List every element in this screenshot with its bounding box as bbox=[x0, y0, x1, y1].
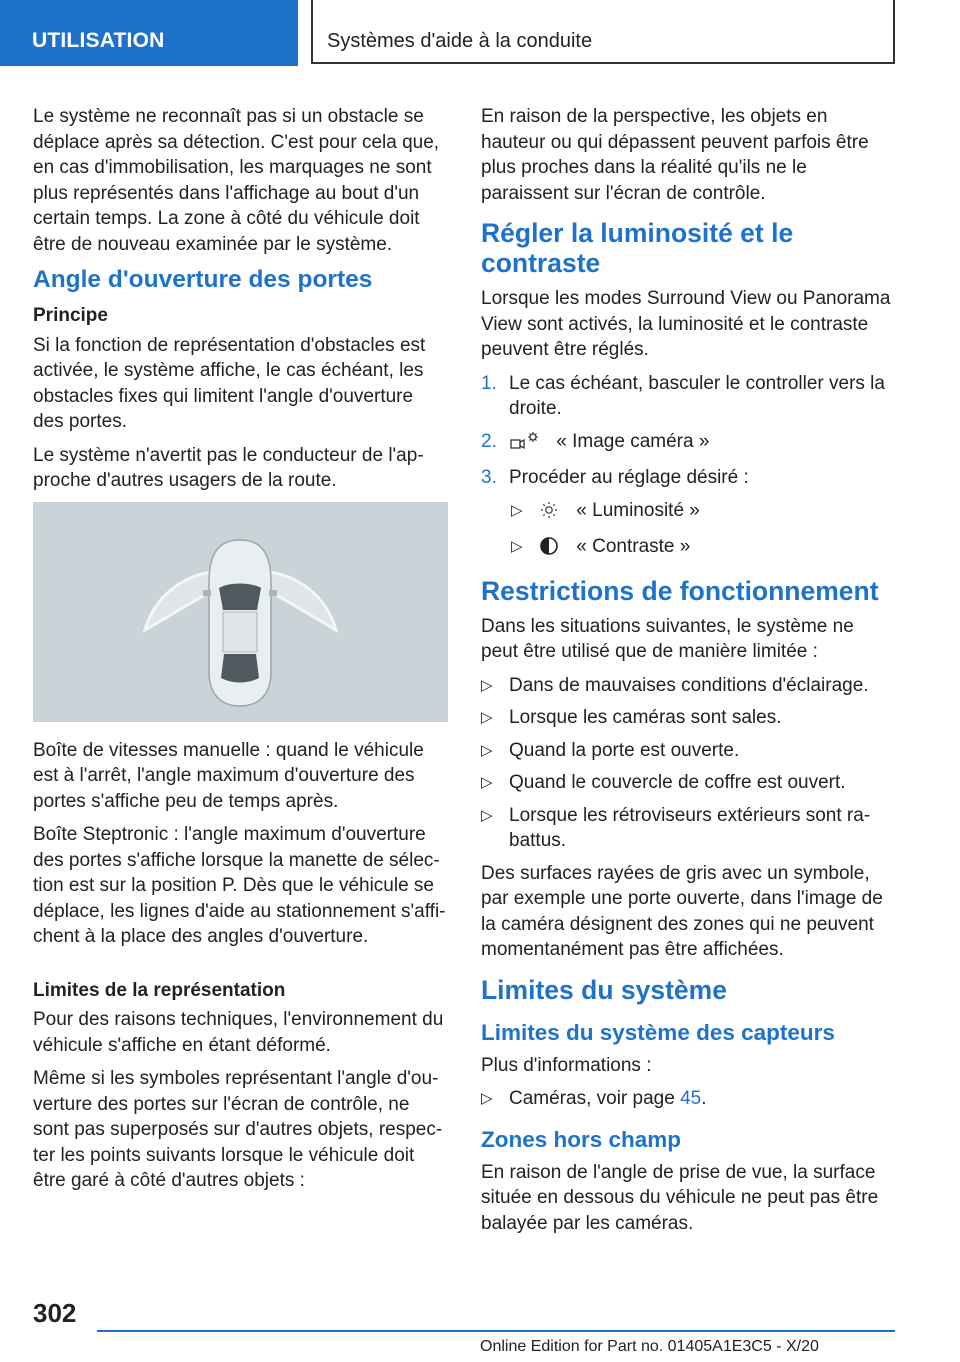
bullet-triangle-icon: ▷ bbox=[511, 538, 523, 555]
list-item bbox=[481, 803, 896, 854]
section-tab: UTILISATION bbox=[0, 0, 298, 66]
step-item bbox=[481, 465, 896, 491]
list-item bbox=[481, 705, 896, 731]
reference-end: . bbox=[701, 1088, 707, 1109]
option-text: « Luminosité » bbox=[576, 499, 700, 521]
page-header bbox=[0, 0, 960, 66]
list-item-text: Quand la porte est ouverte. bbox=[509, 739, 740, 761]
paragraph: En raison de l'angle de prise de vue, la surface située en dessous du véhicule ne peut pas être balayée par les caméras. bbox=[481, 1161, 879, 1234]
page-link[interactable]: 45 bbox=[680, 1088, 702, 1109]
list-item-text: Lorsque les rétroviseurs extérieurs sont rabattus. bbox=[509, 804, 871, 851]
paragraph: Des surfaces rayées de gris avec un symbole, par exemple une porte ouverte, dans l'image de la caméra désignent des zones qui ne peuvent momentanément pas être affichées. bbox=[481, 862, 883, 960]
restrictions-list bbox=[481, 673, 896, 854]
vehicle-door-angle-figure bbox=[33, 502, 448, 722]
paragraph: En raison de la perspective, les objets en hauteur ou qui dépassent peuvent parfois être plus proches dans la réalité qu'ils ne le paraissent sur l'écran de contrôle. bbox=[481, 106, 869, 204]
list-item-text: Quand le couvercle de coffre est ouvert. bbox=[509, 772, 846, 793]
list-item bbox=[481, 770, 896, 796]
step-text: Procéder au réglage désiré : bbox=[509, 467, 749, 488]
heading-sensor-limits: Limites du système des capteurs bbox=[481, 1019, 835, 1045]
heading-restrictions: Restrictions de fonctionnement bbox=[481, 575, 879, 606]
list-item bbox=[481, 738, 896, 764]
bullet-triangle-icon: ▷ bbox=[481, 741, 493, 759]
bullet-triangle-icon: ▷ bbox=[511, 501, 523, 519]
subheading-representation-limits: Limites de la représentation bbox=[33, 979, 286, 1001]
paragraph: Le système ne reconnaît pas si un obstacle se déplace après sa détection. C'est pour cela que, en cas d'immobilisation, les marquages ne sont plus représentés dans l'affichage au bout d'un certain temps. La zone à côté du véhicule doit être de nouveau examinée par le système. bbox=[33, 106, 440, 255]
paragraph: Dans les situations suivantes, le système ne peut être utilisé que de manière limitée : bbox=[481, 615, 854, 662]
brightness-icon bbox=[539, 500, 559, 528]
paragraph: Pour des raisons techniques, l'environnement du véhicule s'affiche en étant déformé. bbox=[33, 1009, 444, 1056]
chapter-title: Systèmes d'aide à la conduite bbox=[311, 0, 895, 64]
option-text: « Contraste » bbox=[576, 536, 691, 557]
car-top-view-illustration bbox=[33, 502, 448, 722]
bullet-triangle-icon: ▷ bbox=[481, 1090, 493, 1107]
paragraph: Si la fonction de représentation d'obstacles est activée, le système affiche, le cas échéant, les obstacles fixes qui limitent l'angle d'ouverture des portes. bbox=[33, 334, 426, 432]
bullet-triangle-icon: ▷ bbox=[481, 709, 493, 726]
bullet-triangle-icon: ▷ bbox=[481, 774, 493, 791]
sub-options-list bbox=[481, 498, 896, 564]
list-item bbox=[481, 673, 896, 699]
heading-system-limits: Limites du système bbox=[481, 974, 727, 1005]
camera-settings-icon bbox=[509, 431, 539, 459]
footer-divider bbox=[97, 1330, 895, 1332]
list-item bbox=[481, 498, 896, 528]
step-text: « Image caméra » bbox=[556, 430, 710, 452]
bullet-triangle-icon: ▷ bbox=[481, 676, 493, 694]
step-item bbox=[481, 371, 896, 422]
paragraph: Boîte de vitesses manuelle : quand le véhicule est à l'arrêt, l'angle maximum d'ouverture des portes s'affiche peu de temps après. bbox=[33, 739, 424, 812]
step-text: Le cas échéant, basculer le controller vers la droite. bbox=[509, 372, 885, 419]
heading-door-angle: Angle d'ouverture des portes bbox=[33, 266, 373, 293]
left-column bbox=[33, 104, 448, 1202]
list-item-text: Lorsque les caméras sont sales. bbox=[509, 707, 782, 728]
step-number: 1. bbox=[481, 372, 497, 394]
reference-list bbox=[481, 1086, 896, 1112]
contrast-icon bbox=[539, 536, 559, 564]
paragraph: Le système n'avertit pas le conducteur de l'approche d'autres usagers de la route. bbox=[33, 444, 424, 491]
heading-blind-zones: Zones hors champ bbox=[481, 1126, 682, 1152]
right-column bbox=[481, 104, 896, 1244]
list-item bbox=[481, 1086, 896, 1112]
reference-text: Caméras, voir page bbox=[509, 1088, 681, 1109]
paragraph: Même si les symboles représentant l'angle d'ouverture des portes sur l'écran de contrôle, ne sont pas superposés sur d'autres objets, respecter les points suivants lorsque le véhicule doit être garé à côté d'autres objets : bbox=[33, 1068, 443, 1191]
paragraph: Lorsque les modes Surround View ou Panorama View sont activés, la luminosité et le contraste peuvent être réglés. bbox=[481, 288, 891, 360]
steps-list bbox=[481, 371, 896, 491]
subheading-principle: Principe bbox=[33, 305, 108, 326]
paragraph: Boîte Steptronic : l'angle maximum d'ouverture des portes s'affiche lorsque la manette de sélection est sur la position P. Dès que le véhicule se déplace, les lignes d'aide au stationnement s'affichent à la place des angles d'ouverture. bbox=[33, 824, 446, 947]
bullet-triangle-icon: ▷ bbox=[481, 806, 493, 824]
list-item-text: Dans de mauvaises conditions d'éclairage. bbox=[509, 674, 869, 696]
paragraph: Plus d'informations : bbox=[481, 1054, 652, 1076]
footer-edition: Online Edition for Part no. 01405A1E3C5 - X/20 bbox=[480, 1338, 819, 1355]
heading-brightness-contrast: Régler la luminosité et le contraste bbox=[481, 218, 794, 278]
step-item bbox=[481, 429, 896, 459]
page-number: 302 bbox=[33, 1298, 77, 1328]
step-number: 3. bbox=[481, 467, 497, 488]
list-item bbox=[481, 534, 896, 564]
step-number: 2. bbox=[481, 430, 497, 452]
